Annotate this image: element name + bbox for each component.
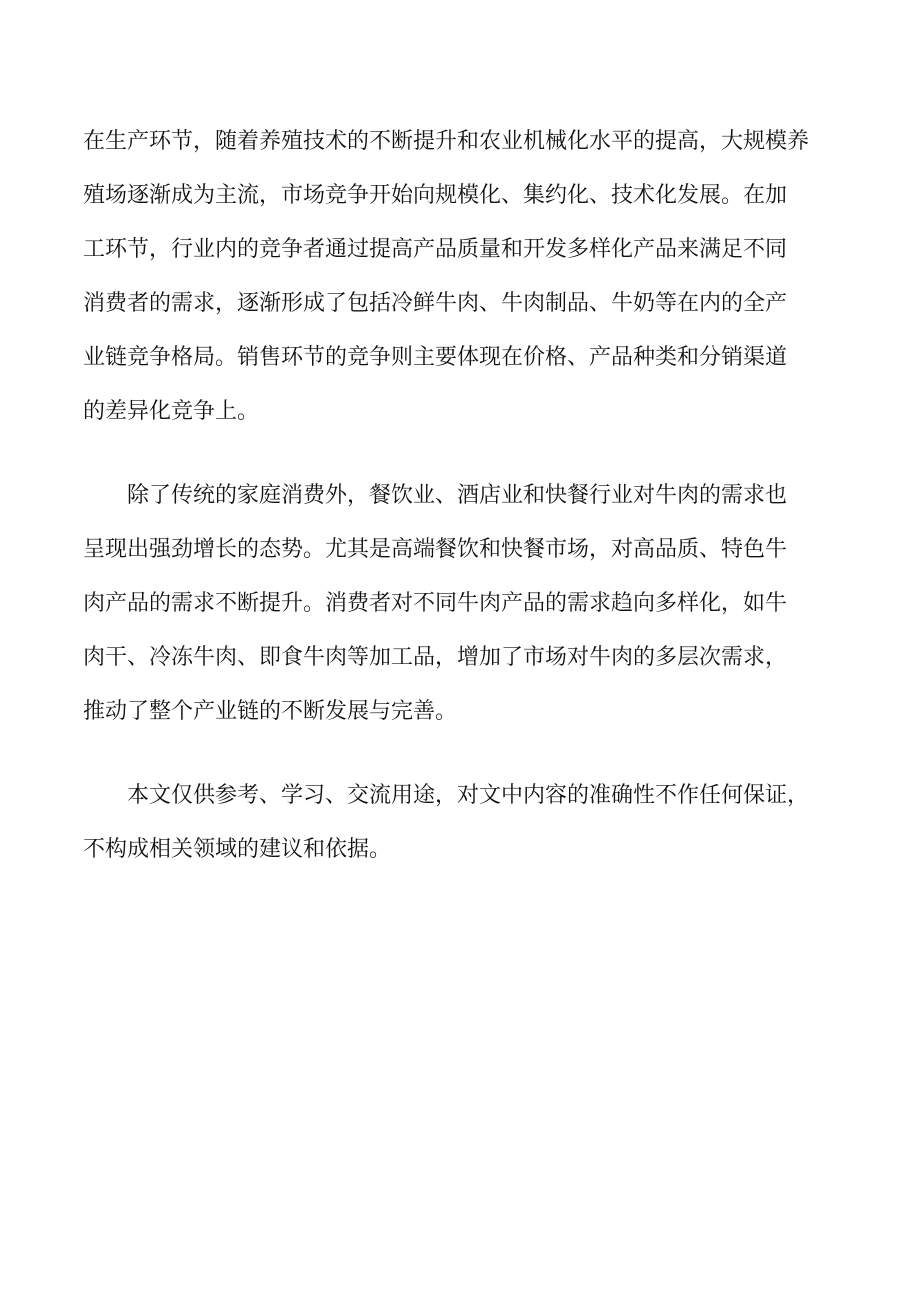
- text-line: 在生产环节，随着养殖技术的不断提升和农业机械化水平的提高，大规模养: [83, 129, 810, 154]
- document-body: [83, 120, 843, 882]
- text-line: 肉产品的需求不断提升。消费者对不同牛肉产品的需求趋向多样化，如牛: [83, 591, 788, 616]
- text-line: 工环节，行业内的竞争者通过提高产品质量和开发多样化产品来满足不同: [83, 237, 788, 262]
- text-line: 除了传统的家庭消费外，餐饮业、酒店业和快餐行业对牛肉的需求也: [83, 483, 788, 508]
- text-line: 推动了整个产业链的不断发展与完善。: [83, 699, 458, 724]
- text-line: 殖场逐渐成为主流，市场竞争开始向规模化、集约化、技术化发展。在加: [83, 183, 788, 208]
- text-line: 业链竞争格局。销售环节的竞争则主要体现在价格、产品种类和分销渠道: [83, 345, 788, 370]
- text-line: 消费者的需求，逐渐形成了包括冷鲜牛肉、牛肉制品、牛奶等在内的全产: [83, 291, 788, 316]
- text-line: 肉干、冷冻牛肉、即食牛肉等加工品，增加了市场对牛肉的多层次需求，: [83, 645, 788, 670]
- text-line: 的差异化竞争上。: [83, 399, 260, 424]
- text-line: 呈现出强劲增长的态势。尤其是高端餐饮和快餐市场，对高品质、特色牛: [83, 537, 788, 562]
- paragraph-demand-growth: [83, 474, 843, 744]
- paragraph-disclaimer: [83, 774, 843, 882]
- text-line: 本文仅供参考、学习、交流用途，对文中内容的准确性不作任何保证，: [83, 783, 810, 808]
- text-line: 不构成相关领域的建议和依据。: [83, 837, 392, 862]
- paragraph-production-competition: [83, 120, 843, 444]
